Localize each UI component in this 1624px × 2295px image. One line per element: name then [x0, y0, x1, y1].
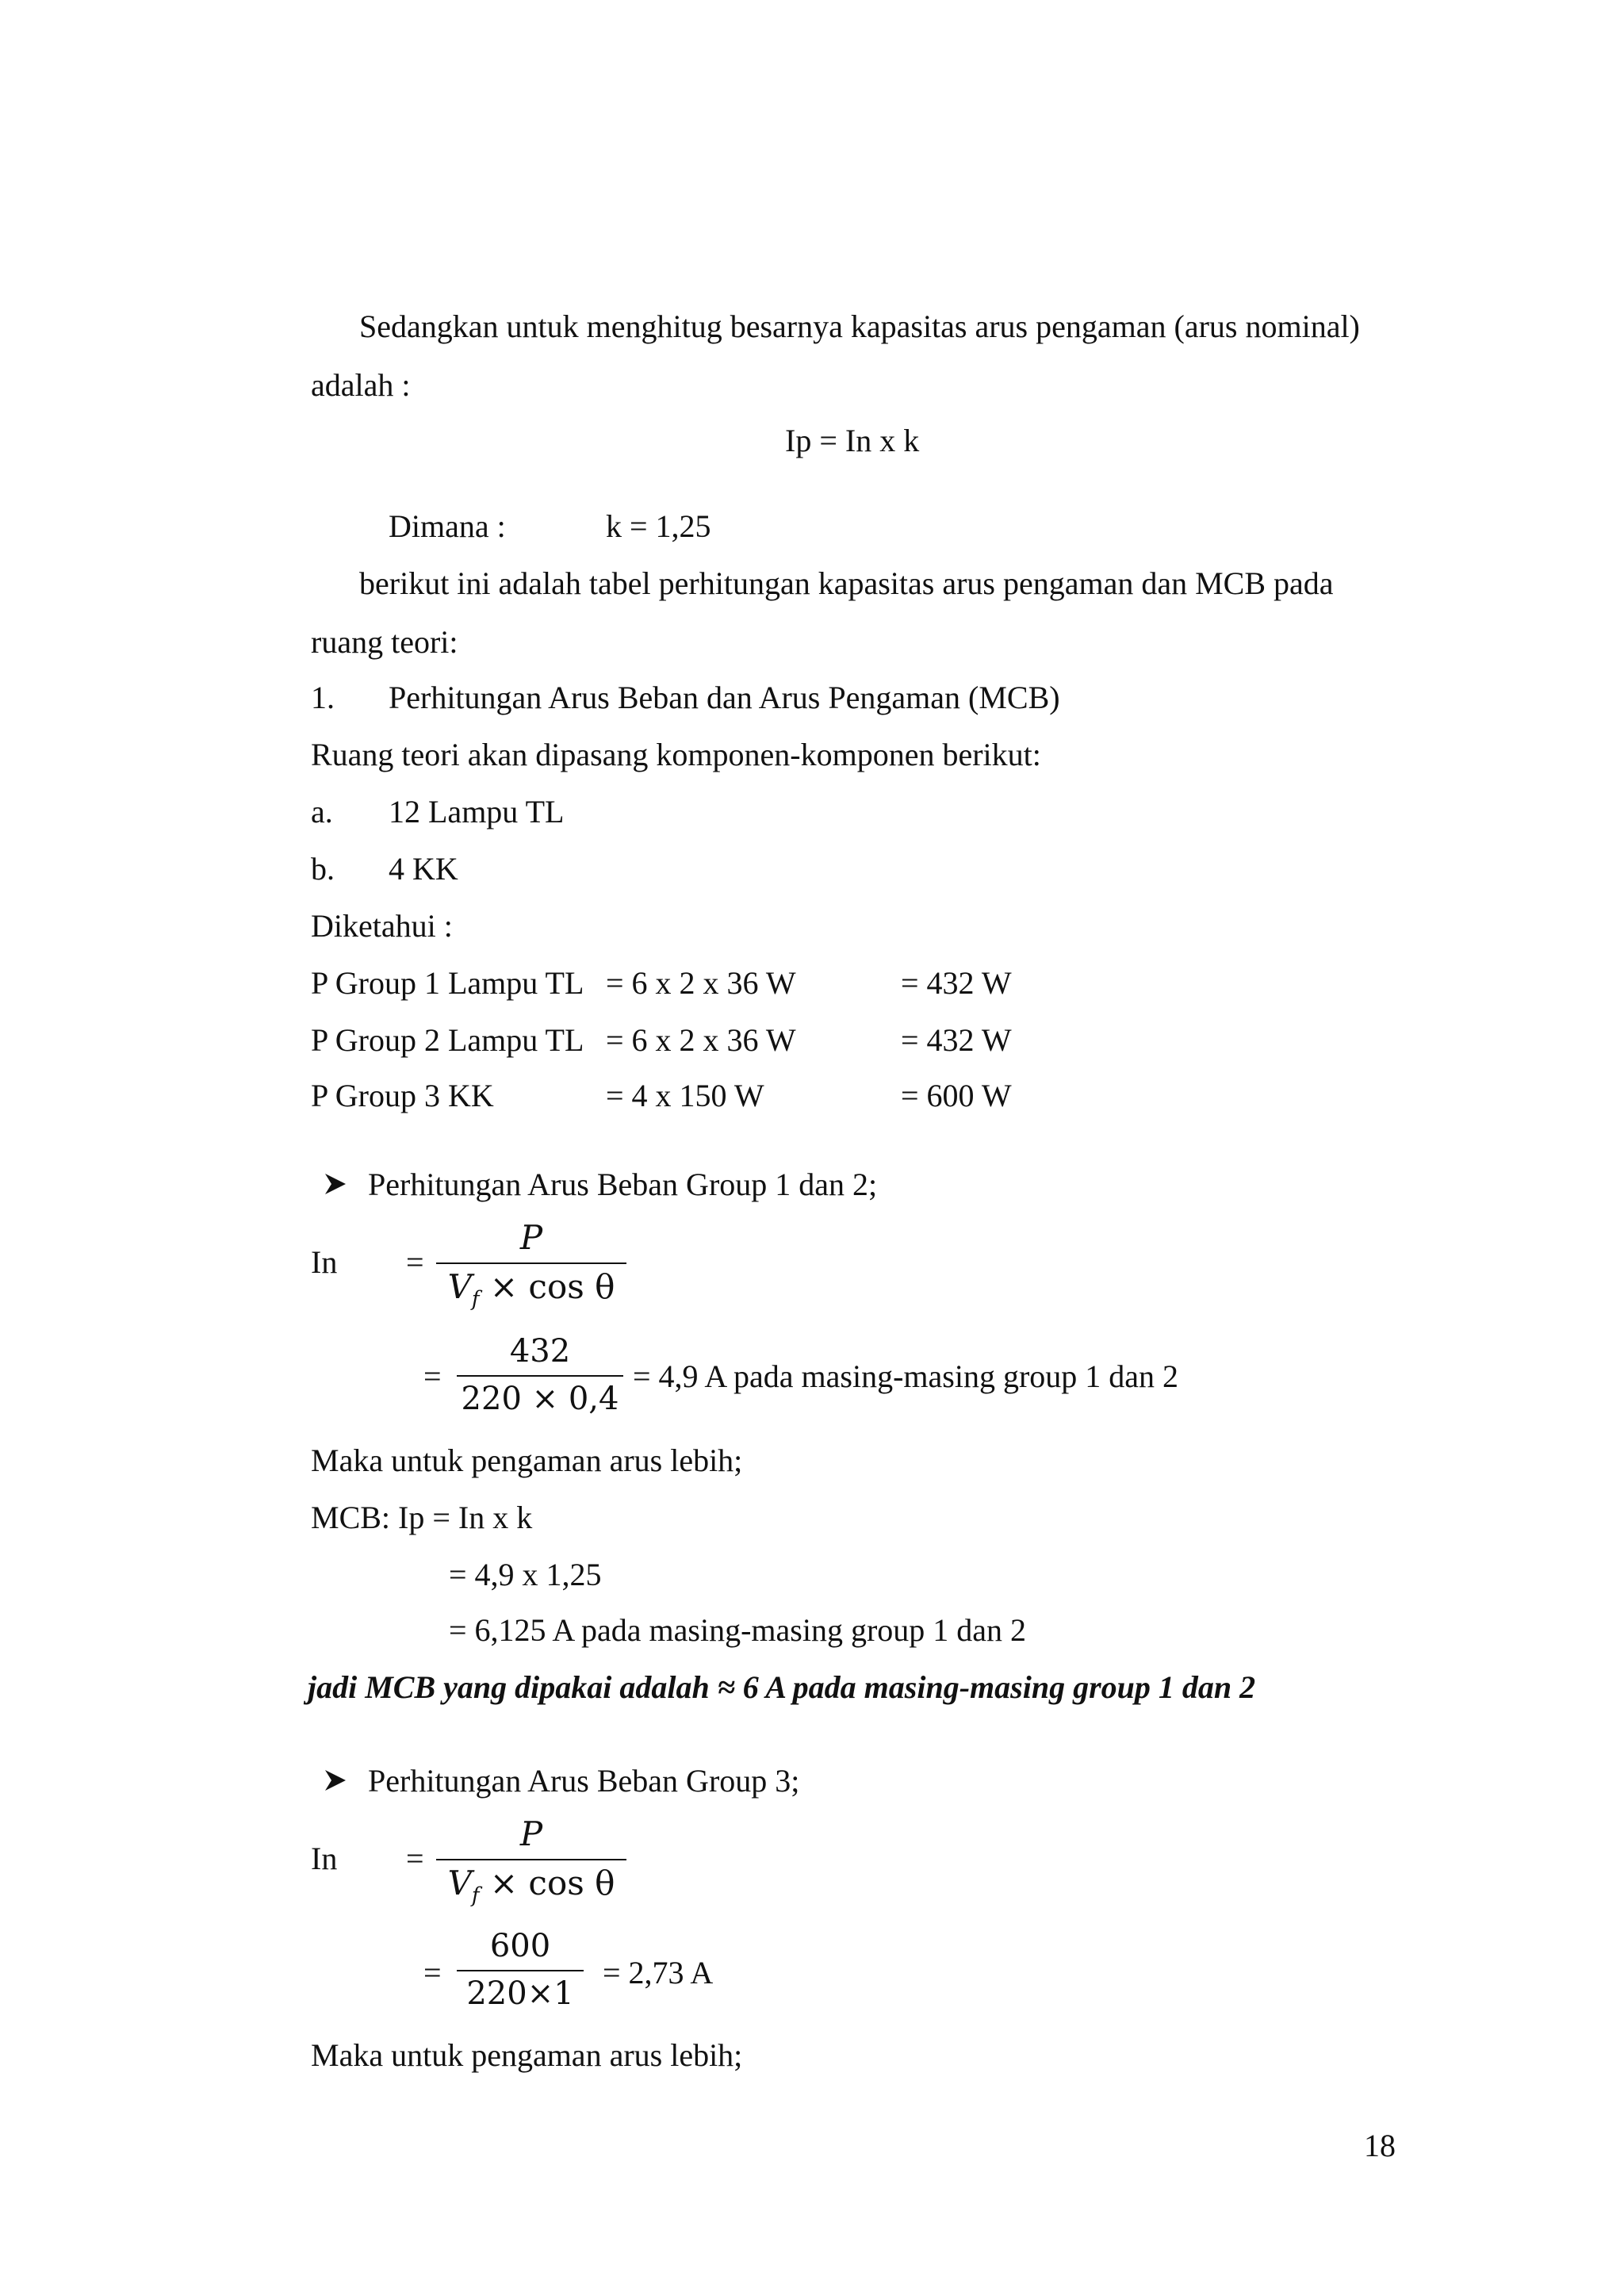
load-label: P Group 2 Lampu TL: [311, 1022, 584, 1058]
paragraph-line: adalah :: [311, 367, 411, 403]
arrowhead-bullet-icon: [324, 1172, 347, 1196]
numeric-fraction: [457, 1930, 584, 2017]
calc-result: = 2,73 A: [603, 1955, 714, 1990]
load-result: = 432 W: [901, 1022, 1012, 1058]
paragraph-line: Sedangkan untuk menghitug besarnya kapasitas arus pengaman (arus nominal): [359, 308, 1360, 344]
equals-sign: =: [406, 1841, 424, 1876]
list-item: 4 KK: [389, 851, 458, 887]
section-number: 1.: [311, 680, 335, 715]
in-label: In: [311, 1841, 338, 1876]
paragraph-line: Maka untuk pengaman arus lebih;: [311, 2037, 743, 2073]
fraction-bar: [457, 1970, 584, 1971]
fraction-numerator: 432: [509, 1333, 571, 1370]
dimana-value: k = 1,25: [606, 508, 711, 544]
load-result: = 432 W: [901, 965, 1012, 1001]
page-number: 18: [1364, 2128, 1396, 2163]
arrowhead-bullet-icon: [324, 1768, 347, 1792]
calc-result: = 4,9 A pada masing-masing group 1 dan 2: [633, 1358, 1179, 1394]
mcb-line: = 4,9 x 1,25: [449, 1557, 602, 1592]
mcb-line: MCB: Ip = In x k: [311, 1500, 533, 1535]
diketahui-label: Diketahui :: [311, 908, 453, 944]
calc-heading: Perhitungan Arus Beban Group 1 dan 2;: [368, 1167, 878, 1202]
equals-sign: =: [406, 1244, 424, 1280]
formula-ip: Ip = In x k: [785, 423, 920, 458]
formula-numerator: P: [519, 1218, 543, 1257]
conclusion: jadi MCB yang dipakai adalah ≈ 6 A pada masing-masing group 1 dan 2: [308, 1669, 1256, 1705]
mcb-line: = 6,125 A pada masing-masing group 1 dan 2: [449, 1612, 1027, 1648]
load-label: P Group 1 Lampu TL: [311, 965, 584, 1001]
dimana-label: Dimana :: [389, 508, 506, 544]
formula-denominator: $V_f \times \cos \theta$: [447, 1267, 615, 1312]
paragraph-line: ruang teori:: [311, 624, 458, 660]
calc-heading: Perhitungan Arus Beban Group 3;: [368, 1763, 800, 1799]
numeric-fraction: [457, 1335, 623, 1423]
current-formula-fraction: [436, 1218, 626, 1312]
list-marker: a.: [311, 794, 333, 829]
load-equation: = 6 x 2 x 36 W: [606, 1022, 796, 1058]
in-label: In: [311, 1244, 338, 1280]
intro-text: Ruang teori akan dipasang komponen-komponen berikut:: [311, 737, 1041, 772]
paragraph-line: berikut ini adalah tabel perhitungan kapasitas arus pengaman dan MCB pada: [359, 565, 1334, 601]
fraction-bar: [436, 1262, 626, 1264]
fraction-denominator: 220 × 0,4: [461, 1381, 619, 1417]
equals-sign: =: [423, 1358, 442, 1394]
load-label: P Group 3 KK: [311, 1078, 494, 1113]
fraction-bar: [457, 1375, 623, 1377]
formula-numerator: P: [519, 1814, 543, 1853]
paragraph-line: Maka untuk pengaman arus lebih;: [311, 1443, 743, 1478]
section-title: Perhitungan Arus Beban dan Arus Pengaman (MCB): [389, 680, 1060, 715]
load-result: = 600 W: [901, 1078, 1012, 1113]
list-marker: b.: [311, 851, 335, 887]
current-formula-fraction: [436, 1814, 626, 1908]
fraction-bar: [436, 1859, 626, 1860]
equals-sign: =: [423, 1955, 442, 1990]
list-item: 12 Lampu TL: [389, 794, 565, 829]
load-equation: = 4 x 150 W: [606, 1078, 764, 1113]
formula-denominator: $V_f \times \cos \theta$: [447, 1864, 615, 1908]
fraction-numerator: 600: [489, 1928, 551, 1964]
load-equation: = 6 x 2 x 36 W: [606, 965, 796, 1001]
fraction-denominator: 220×1: [466, 1975, 574, 2012]
